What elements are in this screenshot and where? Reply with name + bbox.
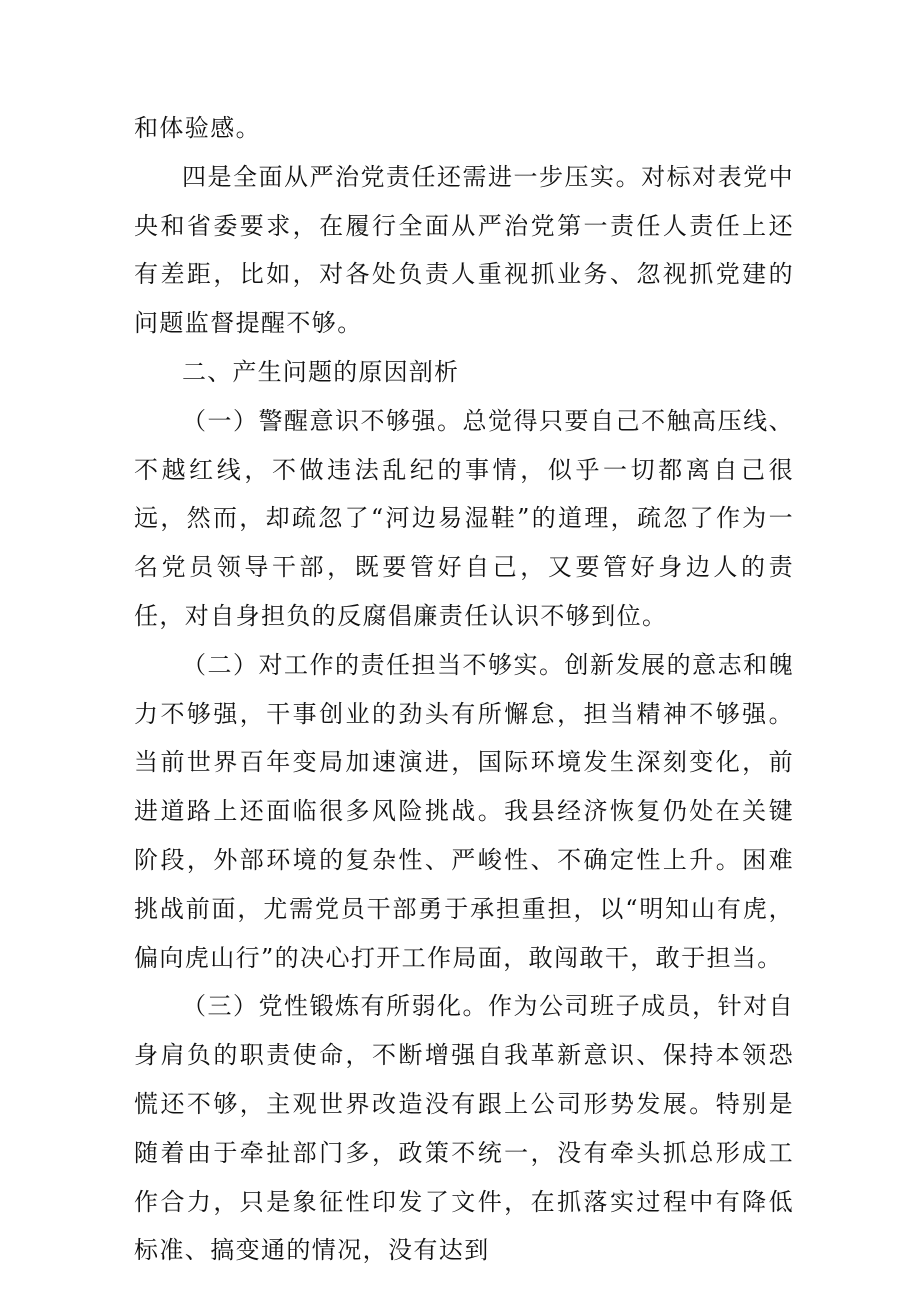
paragraph-responsibility: （二）对工作的责任担当不够实。创新发展的意志和魄力不够强，干事创业的劲头有所懈怠，担当精神不够强。当前世界百年变局加速演进，国际环境发生深刻变化，前进道路上还面临很多风险挑战。我县经济恢复仍处在关键阶段，外部环境的复杂性、严峻性、不确定性上升。困难挑战前面，尤需党员干部勇于承担重担，以“明知山有虎，偏向虎山行”的决心打开工作局面，敢闯敢干，敢于担当。 (134, 650, 794, 972)
paragraph-continuation: 和体验感。 (134, 114, 261, 142)
paragraph-party-spirit: （三）党性锻炼有所弱化。作为公司班子成员，针对自身肩负的职责使命，不断增强自我革新意识、保持本领恐慌还不够，主观世界改造没有跟上公司形势发展。特别是随着由于牵扯部门多，政策不统一，没有牵头抓总形成工作合力，只是象征性印发了文件，在抓落实过程中有降低标准、搞变通的情况，没有达到 (134, 992, 794, 1265)
paragraph-vigilance: （一）警醒意识不够强。总觉得只要自己不触高压线、不越红线，不做违法乱纪的事情，似乎一切都离自己很远，然而，却疏忽了“河边易湿鞋”的道理，疏忽了作为一名党员领导干部，既要管好自己，又要管好身边人的责任，对自身担负的反腐倡廉责任认识不够到位。 (134, 406, 794, 630)
document-body (134, 104, 794, 1275)
section-heading-cause-analysis: 二、产生问题的原因剖析 (182, 357, 460, 386)
paragraph-party-responsibility: 四是全面从严治党责任还需进一步压实。对标对表党中央和省委要求，在履行全面从严治党第一责任人责任上还有差距，比如，对各处负责人重视抓业务、忽视抓党建的问题监督提醒不够。 (134, 162, 794, 338)
